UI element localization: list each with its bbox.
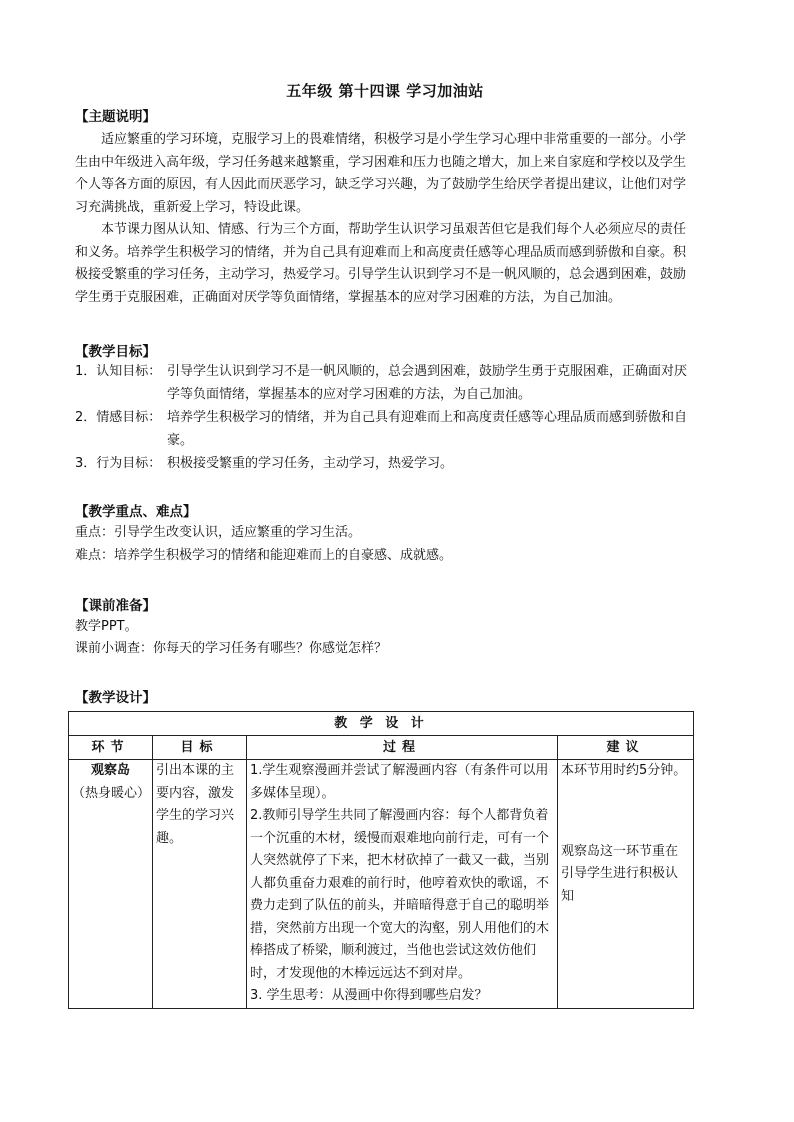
table-row [69, 760, 694, 1009]
stage-cell [69, 760, 153, 1009]
goal-text: 引导学生认识到学习不是一帆风顺的，总会遇到困难，鼓励学生勇于克服困难，正确面对厌学等负面情绪，掌握基本的应对学习困难的方法，为自己加油。 [167, 364, 688, 402]
suggestion-time: 本环节用时约5分钟。 [561, 763, 687, 778]
goal-item-emotional [75, 406, 695, 452]
stage-name: 观察岛 [90, 763, 130, 778]
goal-item-behavioral [75, 452, 695, 475]
column-header-suggestion: 建议 [558, 736, 694, 760]
suggestion-spacer [561, 783, 690, 841]
goal-label: 3．行为目标： [75, 456, 162, 471]
process-cell [247, 760, 558, 1009]
goals-heading: 【教学目标】 [75, 344, 156, 360]
column-header-process: 过程 [247, 736, 558, 760]
goal-item-cognitive [75, 360, 695, 406]
keypoint-focus: 重点：引导学生改变认识，适应繁重的学习生活。 [75, 525, 362, 540]
theme-paragraph-1: 适应繁重的学习环境，克服学习上的畏难情绪，积极学习是小学生学习心理中非常重要的一部分。小学生由中年级进入高年级，学习任务越来越繁重，学习困难和压力也随之增大，加上来自家庭和学校以及学生个人等各方面的原因，有人因此而厌恶学习，缺乏学习兴趣，为了鼓励学生给厌学者提出建议，让他们对学习充满挑战，重新爱上学习，特设此课。 [75, 132, 687, 215]
design-heading: 【教学设计】 [75, 690, 156, 706]
column-header-stage: 环节 [69, 736, 153, 760]
goal-cell: 引出本课的主要内容，激发学生的学习兴趣。 [153, 760, 247, 1009]
column-header-goal: 目标 [153, 736, 247, 760]
goal-label: 2．情感目标： [75, 410, 162, 425]
stage-subtitle: （热身暖心） [72, 785, 151, 801]
suggestion-focus: 观察岛这一环节重在引导学生进行积极认知 [561, 843, 679, 904]
process-step-2: 2.教师引导学生共同了解漫画内容：每个人都背负着一个沉重的木材，缓慢而艰难地向前行走，可有一个人突然就停了下来，把木材砍掉了一截又一截，当别人都负重奋力艰难的前行时，他哼着欢快的歌谣，不费力走到了队伍的前头，并暗暗得意于自己的聪明举措，突然前方出现一个宽大的沟壑，别人用他们的木棒搭成了桥梁，顺利渡过，当他也尝试这效仿他们时，才发现他的木棒远远达不到对岸。 [250, 808, 550, 981]
keypoint-difficulty: 难点：培养学生积极学习的情绪和能迎难而上的自豪感、成就感。 [75, 548, 453, 563]
suggestion-cell [558, 760, 694, 1009]
theme-heading: 【主题说明】 [75, 109, 156, 125]
keypoints-heading: 【教学重点、难点】 [75, 504, 197, 520]
goal-text: 培养学生积极学习的情绪，并为自己具有迎难而上和高度责任感等心理品质而感到骄傲和自豪。 [167, 410, 688, 448]
theme-paragraph-2: 本节课力图从认知、情感、行为三个方面，帮助学生认识学习虽艰苦但它是我们每个人必须应尽的责任和义务。培养学生积极学习的情绪，并为自己具有迎难而上和高度责任感等心理品质而感到骄傲和自豪。积极接受繁重的学习任务，主动学习，热爱学习。引导学生认识到学习不是一帆风顺的，总会遇到困难，鼓励学生勇于克服困难，正确面对厌学等负面情绪，掌握基本的应对学习困难的方法，为自己加油。 [75, 222, 687, 305]
prep-line-ppt: 教学PPT。 [75, 619, 138, 634]
process-step-3: 3. 学生思考：从漫画中你得到哪些启发？ [250, 988, 488, 1003]
table-header-row [69, 736, 694, 760]
process-step-1: 1.学生观察漫画并尝试了解漫画内容（有条件可以用多媒体呈现）。 [250, 763, 549, 801]
table-caption: 教 学 设 计 [69, 712, 694, 736]
teaching-design-table [68, 711, 694, 1009]
prep-heading: 【课前准备】 [75, 598, 156, 614]
goal-text: 积极接受繁重的学习任务，主动学习，热爱学习。 [167, 456, 454, 471]
prep-line-survey: 课前小调查：你每天的学习任务有哪些？你感觉怎样？ [75, 641, 388, 656]
lesson-title: 五年级 第十四课 学习加油站 [286, 82, 484, 100]
goal-label: 1．认知目标： [75, 364, 162, 379]
